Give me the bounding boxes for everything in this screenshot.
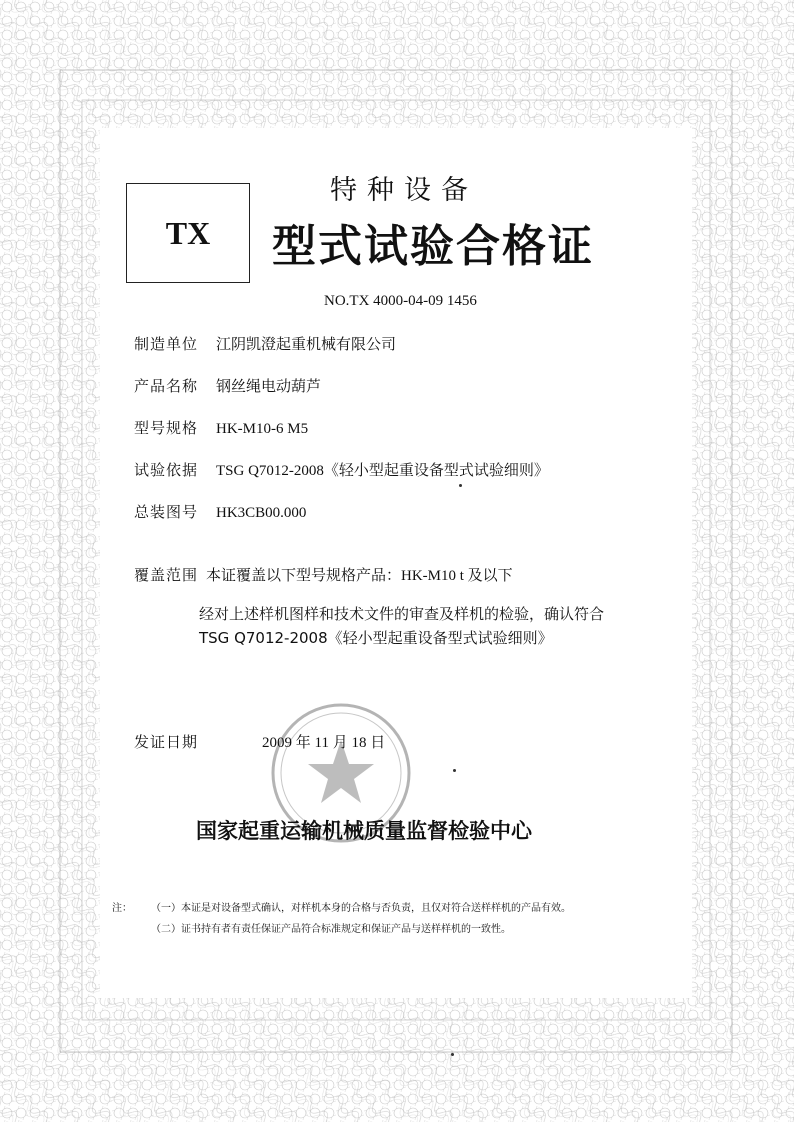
field-test-basis (134, 459, 549, 480)
field-label: 覆盖范围 (134, 566, 199, 584)
field-assembly-drawing (134, 501, 306, 522)
statement-line-1: 经对上述样机图样和技术文件的审查及样机的检验，确认符合 (199, 605, 605, 623)
statement-line-2: TSG Q7012-2008《轻小型起重设备型式试验细则》 (199, 629, 553, 647)
field-model (134, 417, 308, 438)
field-coverage (134, 564, 513, 585)
field-value: HK3CB00.000 (216, 505, 307, 521)
note-item: （一）本证是对设备型式确认，对样机本身的合格与否负责，且仅对符合送样样机的产品有效。 (151, 903, 571, 914)
certificate-number: NO.TX 4000-04-09 1456 (324, 293, 477, 309)
scan-speck (451, 1053, 454, 1056)
field-value: 钢丝绳电动葫芦 (216, 379, 322, 395)
certificate-subtitle: 特种设备 (330, 175, 478, 206)
tx-badge: TX (126, 183, 250, 283)
certificate-title: 型式试验合格证 (272, 221, 594, 272)
note-item: （二）证书持有者有责任保证产品符合标准规定和保证产品与送样样机的一致性。 (151, 924, 511, 935)
field-product-name (134, 375, 321, 396)
issuing-authority: 国家起重运输机械质量监督检验中心 (196, 819, 532, 843)
field-label: 产品名称 (134, 377, 199, 395)
scan-speck (453, 769, 456, 772)
field-label: 总装图号 (134, 503, 199, 521)
field-value: TSG Q7012-2008《轻小型起重设备型式试验细则》 (216, 463, 549, 479)
field-manufacturer (134, 333, 396, 354)
field-value: 江阴凯澄起重机械有限公司 (216, 337, 397, 353)
field-label: 试验依据 (134, 461, 199, 479)
field-label: 型号规格 (134, 419, 199, 437)
field-value: 本证覆盖以下型号规格产品：HK-M10 t 及以下 (206, 568, 513, 584)
scan-speck (459, 484, 462, 487)
notes-label: 注： (112, 903, 132, 914)
field-label: 制造单位 (134, 335, 199, 353)
issue-date-value: 2009 年 11 月 18 日 (262, 735, 386, 751)
field-value: HK-M10-6 M5 (216, 421, 309, 437)
issue-date-label: 发证日期 (134, 733, 199, 751)
